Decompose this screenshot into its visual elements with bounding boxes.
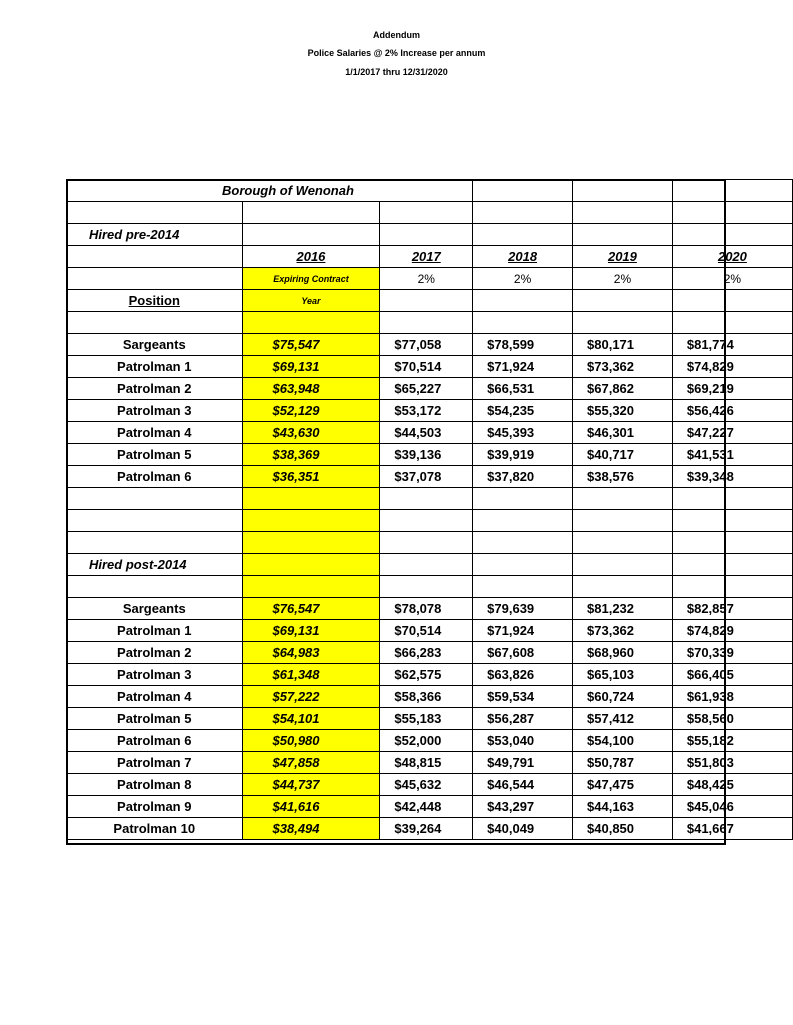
position-cell: Patrolman 9 xyxy=(67,796,243,818)
salary-cell: $57,222 xyxy=(242,686,380,708)
position-cell: Patrolman 4 xyxy=(67,686,243,708)
salary-cell: $46,544 xyxy=(473,774,573,796)
salary-cell: $69,219 xyxy=(672,378,792,400)
expiring-contract-label: Expiring Contract xyxy=(242,268,380,290)
salary-cell: $43,630 xyxy=(242,422,380,444)
table-row xyxy=(67,642,793,664)
table-row xyxy=(67,422,793,444)
salary-cell: $76,547 xyxy=(242,598,380,620)
position-cell: Sargeants xyxy=(67,598,243,620)
salary-cell: $65,103 xyxy=(573,664,673,686)
salary-cell: $74,829 xyxy=(672,356,792,378)
position-cell: Patrolman 3 xyxy=(67,664,243,686)
salary-cell: $39,264 xyxy=(380,818,473,840)
salary-cell: $52,000 xyxy=(380,730,473,752)
salary-cell: $45,393 xyxy=(473,422,573,444)
year-header-2020: 2020 xyxy=(672,246,792,268)
year-header-2018: 2018 xyxy=(473,246,573,268)
borough-name: Borough of Wenonah xyxy=(242,180,473,202)
salary-cell: $78,599 xyxy=(473,334,573,356)
position-cell: Patrolman 4 xyxy=(67,422,243,444)
salary-cell: $45,046 xyxy=(672,796,792,818)
salary-cell: $40,049 xyxy=(473,818,573,840)
salary-cell: $79,639 xyxy=(473,598,573,620)
year-header-2016: 2016 xyxy=(242,246,380,268)
salary-cell: $66,531 xyxy=(473,378,573,400)
table-row xyxy=(67,796,793,818)
salary-cell: $41,531 xyxy=(672,444,792,466)
salary-cell: $66,283 xyxy=(380,642,473,664)
salary-cell: $58,366 xyxy=(380,686,473,708)
salary-cell: $70,514 xyxy=(380,620,473,642)
salary-cell: $74,829 xyxy=(672,620,792,642)
table-row xyxy=(67,620,793,642)
section-label-post-2014: Hired post-2014 xyxy=(67,554,243,576)
doc-title: Addendum xyxy=(373,30,420,40)
salary-cell: $52,129 xyxy=(242,400,380,422)
salary-cell: $38,576 xyxy=(573,466,673,488)
salary-cell: $38,494 xyxy=(242,818,380,840)
position-cell: Patrolman 2 xyxy=(67,378,243,400)
increase-2019: 2% xyxy=(573,268,673,290)
salary-cell: $50,787 xyxy=(573,752,673,774)
table-row xyxy=(67,752,793,774)
salary-cell: $47,227 xyxy=(672,422,792,444)
salary-cell: $54,101 xyxy=(242,708,380,730)
salary-cell: $55,320 xyxy=(573,400,673,422)
table-row xyxy=(67,444,793,466)
salary-cell: $36,351 xyxy=(242,466,380,488)
salary-cell: $73,362 xyxy=(573,356,673,378)
blank-cell xyxy=(672,180,792,202)
salary-cell: $46,301 xyxy=(573,422,673,444)
salary-cell: $37,820 xyxy=(473,466,573,488)
position-cell: Patrolman 5 xyxy=(67,708,243,730)
salary-cell: $63,948 xyxy=(242,378,380,400)
salary-cell: $64,983 xyxy=(242,642,380,664)
position-cell: Patrolman 3 xyxy=(67,400,243,422)
salary-cell: $60,724 xyxy=(573,686,673,708)
table-row xyxy=(67,686,793,708)
increase-2020: 2% xyxy=(672,268,792,290)
salary-cell: $55,182 xyxy=(672,730,792,752)
salary-cell: $67,862 xyxy=(573,378,673,400)
salary-cell: $48,425 xyxy=(672,774,792,796)
salary-cell: $43,297 xyxy=(473,796,573,818)
table-row xyxy=(67,730,793,752)
salary-cell: $56,287 xyxy=(473,708,573,730)
salary-cell: $66,405 xyxy=(672,664,792,686)
salary-cell: $55,183 xyxy=(380,708,473,730)
position-cell: Patrolman 1 xyxy=(67,620,243,642)
table-row xyxy=(67,466,793,488)
salary-cell: $68,960 xyxy=(573,642,673,664)
salary-cell: $41,667 xyxy=(672,818,792,840)
salary-cell: $61,348 xyxy=(242,664,380,686)
doc-date-range: 1/1/2017 thru 12/31/2020 xyxy=(345,67,448,77)
salary-cell: $53,040 xyxy=(473,730,573,752)
doc-subtitle: Police Salaries @ 2% Increase per annum xyxy=(307,48,486,58)
salary-cell: $40,850 xyxy=(573,818,673,840)
salary-cell: $63,826 xyxy=(473,664,573,686)
salary-cell: $45,632 xyxy=(380,774,473,796)
salary-cell: $49,791 xyxy=(473,752,573,774)
salary-cell: $71,924 xyxy=(473,356,573,378)
salary-cell: $38,369 xyxy=(242,444,380,466)
position-cell: Patrolman 2 xyxy=(67,642,243,664)
salary-cell: $78,078 xyxy=(380,598,473,620)
salary-cell: $51,803 xyxy=(672,752,792,774)
position-cell: Sargeants xyxy=(67,334,243,356)
salary-cell: $39,348 xyxy=(672,466,792,488)
salary-cell: $44,737 xyxy=(242,774,380,796)
position-cell: Patrolman 6 xyxy=(67,466,243,488)
salary-cell: $69,131 xyxy=(242,620,380,642)
blank-cell xyxy=(473,180,573,202)
position-cell: Patrolman 1 xyxy=(67,356,243,378)
salary-cell: $70,514 xyxy=(380,356,473,378)
table-row xyxy=(67,664,793,686)
increase-2018: 2% xyxy=(473,268,573,290)
salary-cell: $59,534 xyxy=(473,686,573,708)
salary-cell: $80,171 xyxy=(573,334,673,356)
section-label-pre-2014: Hired pre-2014 xyxy=(67,224,243,246)
salary-cell: $41,616 xyxy=(242,796,380,818)
salary-cell: $81,774 xyxy=(672,334,792,356)
blank-cell xyxy=(573,180,673,202)
salary-cell: $62,575 xyxy=(380,664,473,686)
increase-2017: 2% xyxy=(380,268,473,290)
table-row xyxy=(67,356,793,378)
position-header: Position xyxy=(67,290,243,312)
salary-cell: $77,058 xyxy=(380,334,473,356)
salary-cell: $40,717 xyxy=(573,444,673,466)
salary-cell: $42,448 xyxy=(380,796,473,818)
post-2014-rows xyxy=(67,598,793,840)
position-cell: Patrolman 10 xyxy=(67,818,243,840)
table-row xyxy=(67,598,793,620)
pre-2014-rows xyxy=(67,334,793,488)
salary-cell: $37,078 xyxy=(380,466,473,488)
salary-cell: $48,815 xyxy=(380,752,473,774)
salary-cell: $44,163 xyxy=(573,796,673,818)
position-cell: Patrolman 8 xyxy=(67,774,243,796)
table-row xyxy=(67,334,793,356)
salary-cell: $75,547 xyxy=(242,334,380,356)
salary-table xyxy=(66,179,793,840)
year-header-2017: 2017 xyxy=(380,246,473,268)
table-row xyxy=(67,818,793,840)
blank-cell xyxy=(67,180,243,202)
salary-cell: $73,362 xyxy=(573,620,673,642)
position-cell: Patrolman 6 xyxy=(67,730,243,752)
salary-cell: $54,100 xyxy=(573,730,673,752)
salary-cell: $39,136 xyxy=(380,444,473,466)
salary-cell: $47,858 xyxy=(242,752,380,774)
salary-cell: $81,232 xyxy=(573,598,673,620)
table-row xyxy=(67,708,793,730)
salary-cell: $39,919 xyxy=(473,444,573,466)
salary-cell: $71,924 xyxy=(473,620,573,642)
salary-cell: $82,857 xyxy=(672,598,792,620)
salary-cell: $53,172 xyxy=(380,400,473,422)
expiring-contract-year-label: Year xyxy=(242,290,380,312)
salary-cell: $58,560 xyxy=(672,708,792,730)
salary-cell: $69,131 xyxy=(242,356,380,378)
salary-cell: $61,938 xyxy=(672,686,792,708)
salary-cell: $50,980 xyxy=(242,730,380,752)
table-row xyxy=(67,378,793,400)
salary-cell: $57,412 xyxy=(573,708,673,730)
salary-cell: $65,227 xyxy=(380,378,473,400)
table-row xyxy=(67,774,793,796)
salary-cell: $44,503 xyxy=(380,422,473,444)
salary-cell: $70,339 xyxy=(672,642,792,664)
position-cell: Patrolman 7 xyxy=(67,752,243,774)
year-header-2019: 2019 xyxy=(573,246,673,268)
position-cell: Patrolman 5 xyxy=(67,444,243,466)
table-row xyxy=(67,400,793,422)
salary-cell: $67,608 xyxy=(473,642,573,664)
salary-cell: $56,426 xyxy=(672,400,792,422)
salary-cell: $47,475 xyxy=(573,774,673,796)
salary-cell: $54,235 xyxy=(473,400,573,422)
